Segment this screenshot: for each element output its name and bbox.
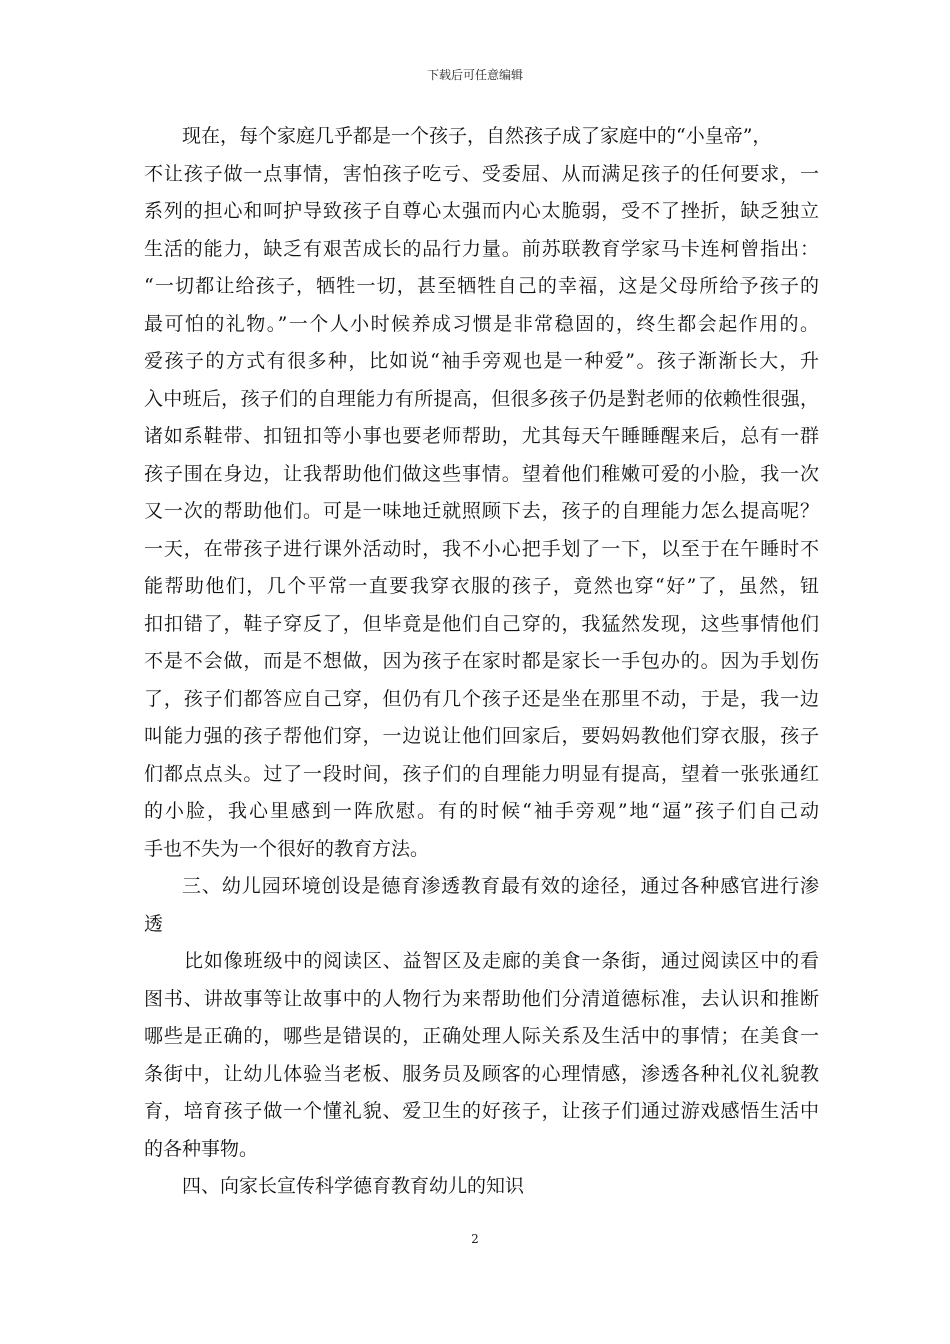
paragraph-line: 最可怕的礼物。”一个人小时候养成习惯是非常稳固的，终生都会起作用的。 (144, 312, 819, 335)
body-text (144, 118, 819, 1206)
paragraph-line: 比如像班级中的阅读区、益智区及走廊的美食一条街，通过阅读区中的看 (184, 950, 819, 972)
header-note: 下载后可任意编辑 (426, 68, 523, 82)
paragraph-line: 叫能力强的孩子帮他们穿，一边说让他们回家后，要妈妈教他们穿衣服，孩子 (144, 725, 819, 747)
paragraph-line: 不是不会做，而是不想做，因为孩子在家时都是家长一手包办的。因为手划伤 (144, 650, 819, 672)
paragraph-line: 手也不失为一个很好的教育方法。 (144, 837, 430, 860)
paragraph-line: 不让孩子做一点事情，害怕孩子吃亏、受委屈、从而满足孩子的任何要求，一 (144, 162, 819, 185)
paragraph-line: 入中班后，孩子们的自理能力有所提高，但很多孩子仍是對老师的依赖性很强， (144, 387, 819, 410)
paragraph-line: “一切都让给孩子，牺牲一切，甚至牺牲自己的幸福，这是父母所给予孩子的 (144, 275, 819, 297)
paragraph-line: 哪些是正确的，哪些是错误的，正确处理人际关系及生活中的事情；在美食一 (144, 1025, 819, 1047)
paragraph-line: 图书、讲故事等让故事中的人物行为来帮助他们分清道德标准，去认识和推断 (144, 987, 819, 1010)
paragraph-line: 一天，在带孩子进行课外活动时，我不小心把手划了一下，以至于在午睡时不 (144, 537, 819, 560)
section-heading: 四、向家长宣传科学德育教育幼儿的知识 (182, 1175, 525, 1197)
paragraph-line: 孩子围在身边，让我帮助他们做这些事情。望着他们稚嫩可爱的小脸，我一次 (144, 462, 819, 485)
paragraph-line: 的小脸，我心里感到一阵欣慰。有的时候“袖手旁观”地“逼”孩子们自己动 (144, 800, 819, 822)
paragraph-line: 系列的担心和呵护导致孩子自尊心太强而内心太脆弱，受不了挫折，缺乏独立 (144, 200, 819, 222)
paragraph-line: 扣扣错了，鞋子穿反了，但毕竟是他们自己穿的，我猛然发现，这些事情他们 (144, 612, 819, 635)
paragraph-line: 条街中，让幼儿体验当老板、服务员及顾客的心理情感，渗透各种礼仪礼貌教 (144, 1062, 819, 1085)
paragraph-line: 爱孩子的方式有很多种，比如说“袖手旁观也是一种爱”。孩子渐渐长大，升 (144, 350, 819, 372)
paragraph-line: 诸如系鞋带、扣钮扣等小事也要老师帮助，尤其每天午睡睡醒来后，总有一群 (144, 425, 819, 447)
section-heading: 透 (144, 912, 164, 935)
paragraph-line: 又一次的帮助他们。可是一味地迁就照顾下去，孩子的自理能力怎么提高呢？ (144, 500, 819, 522)
paragraph-line: 现在，每个家庭几乎都是一个孩子，自然孩子成了家庭中的“小皇帝”， (182, 125, 772, 147)
paragraph-line: 的各种事物。 (144, 1137, 259, 1160)
paragraph-line: 们都点点头。过了一段时间，孩子们的自理能力明显有提高，望着一张张通红 (144, 762, 819, 785)
paragraph-line: 生活的能力，缺乏有艰苦成长的品行力量。前苏联教育学家马卡连柯曾指出： (144, 237, 819, 260)
page-number: 2 (471, 1232, 479, 1246)
paragraph-line: 育，培育孩子做一个懂礼貌、爱卫生的好孩子，让孩子们通过游戏感悟生活中 (144, 1100, 819, 1122)
paragraph-line: 了，孩子们都答应自己穿，但仍有几个孩子还是坐在那里不动，于是，我一边 (144, 687, 819, 710)
section-heading: 三、幼儿园环境创设是德育渗透教育最有效的途径，通过各种感官进行渗 (182, 875, 819, 897)
paragraph-line: 能帮助他们，几个平常一直要我穿衣服的孩子，竟然也穿“好”了，虽然，钮 (144, 575, 819, 597)
